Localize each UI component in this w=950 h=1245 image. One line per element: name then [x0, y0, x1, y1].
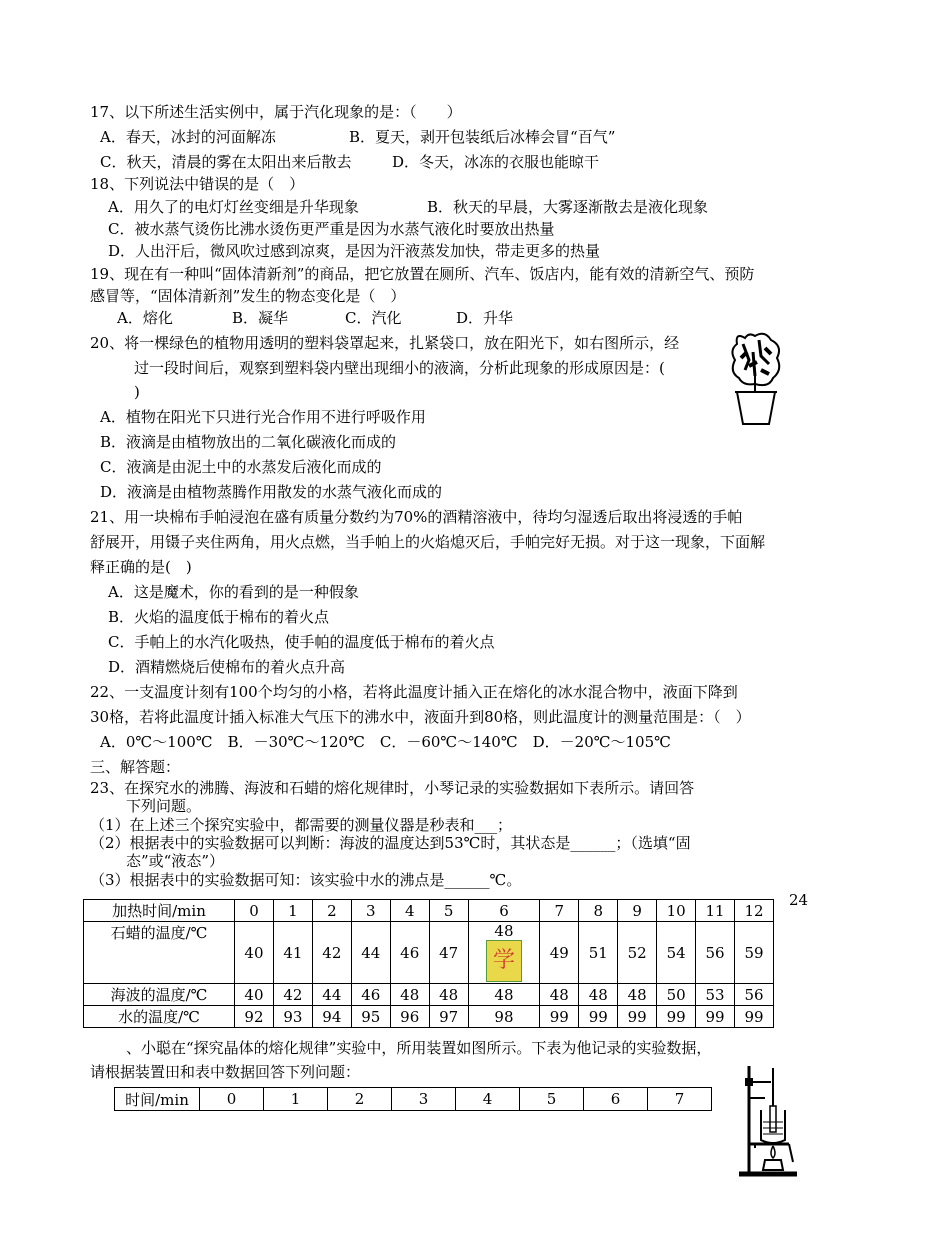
q21-option-b: B．火焰的温度低于棉布的着火点	[108, 608, 330, 626]
table-cell: 40	[235, 922, 274, 984]
table-cell: 4	[390, 900, 429, 922]
q20-line1: 20、将一棵绿色的植物用透明的塑料袋罩起来，扎紧袋口，放在阳光下，如右图所示，经	[90, 334, 680, 352]
table-cell: 48	[390, 984, 429, 1006]
q21-line1: 21、用一块棉布手帕浸泡在盛有质量分数约为70%的酒精溶液中，待均匀湿透后取出将浸透的手帕	[90, 508, 743, 526]
table-cell: 99	[657, 1006, 696, 1028]
table-cell: 99	[579, 1006, 618, 1028]
table-cell: 11	[696, 900, 735, 922]
table-cell: 48	[579, 984, 618, 1006]
table-cell: 7	[540, 900, 579, 922]
melting-time-table	[114, 1087, 712, 1111]
table-cell: 3	[392, 1088, 456, 1111]
q18-option-a: A．用久了的电灯灯丝变细是升华现象	[108, 198, 359, 216]
table-cell: 99	[540, 1006, 579, 1028]
q20-line3: )	[134, 383, 140, 401]
table-cell: 2	[312, 900, 351, 922]
table-cell: 12	[735, 900, 774, 922]
table-cell: 6	[584, 1088, 648, 1111]
table-cell: 95	[351, 1006, 390, 1028]
q23-part2a: （2）根据表中的实验数据可以判断：海波的温度达到53℃时，其状态是______；（选填“固	[90, 834, 691, 852]
row-label: 加热时间/min	[84, 900, 235, 922]
q20-option-c: C．液滴是由泥土中的水蒸发后液化而成的	[100, 458, 382, 476]
q21-option-c: C．手帕上的水汽化吸热，使手帕的温度低于棉布的着火点	[108, 633, 495, 651]
q22-options: A．0℃～100℃ B．－30℃～120℃ C．－60℃～140℃ D．－20℃～105℃	[100, 733, 671, 751]
q20-option-a: A．植物在阳光下只进行光合作用不进行呼吸作用	[100, 408, 426, 426]
table-cell: 7	[648, 1088, 712, 1111]
plant-in-bag-illustration	[725, 330, 787, 428]
table-cell: 6	[468, 900, 540, 922]
table-cell: 97	[429, 1006, 468, 1028]
q21-option-d: D．酒精燃烧后使棉布的着火点升高	[108, 658, 346, 676]
q22-line2: 30格，若将此温度计插入标准大气压下的沸水中，液面升到80格，则此温度计的测量范围是：（ ）	[90, 708, 751, 726]
table-row-hypo	[84, 984, 774, 1006]
q18-option-d: D．人出汗后，微风吹过感到凉爽，是因为汗液蒸发加快，带走更多的热量	[108, 242, 601, 260]
table-cell: 94	[312, 1006, 351, 1028]
q21-line3: 释正确的是( )	[90, 558, 192, 576]
table-cell: 41	[273, 922, 312, 984]
table-cell: 47	[429, 922, 468, 984]
q23-line2: 下列问题。	[126, 797, 202, 815]
q21-line2: 舒展开，用镊子夹住两角，用火点燃，当手帕上的火焰熄灭后，手帕完好无损。对于这一现象，下面解	[90, 533, 766, 551]
q17-option-a: A．春天，冰封的河面解冻	[100, 128, 276, 146]
table-cell: 99	[696, 1006, 735, 1028]
q19-line2: 感冒等，“固体清新剂”发生的物态变化是（ ）	[90, 287, 406, 305]
q17-option-b: B．夏天，剥开包装纸后冰棒会冒“百气”	[349, 128, 616, 146]
table-cell: 48	[618, 984, 657, 1006]
q22-line1: 22、一支温度计刻有100个均匀的小格，若将此温度计插入正在熔化的冰水混合物中，液面下降到	[90, 683, 738, 701]
table-cell: 49	[540, 922, 579, 984]
q19-line1: 19、现在有一种叫“固体清新剂”的商品，把它放置在厕所、汽车、饭店内，能有效的清新空气、预防	[90, 265, 755, 283]
experiment-data-table	[83, 899, 774, 1028]
table-cell: 48	[429, 984, 468, 1006]
table-cell: 3	[351, 900, 390, 922]
table-cell: 42	[312, 922, 351, 984]
table-cell: 50	[657, 984, 696, 1006]
table-cell: 8	[579, 900, 618, 922]
watermark-stamp: 学	[486, 940, 522, 982]
melting-apparatus-illustration	[735, 1062, 805, 1180]
table-cell: 0	[200, 1088, 264, 1111]
table-cell: 52	[618, 922, 657, 984]
table-cell: 93	[273, 1006, 312, 1028]
table-cell: 10	[657, 900, 696, 922]
table-cell: 56	[735, 984, 774, 1006]
table-cell: 46	[390, 922, 429, 984]
section-heading: 三、解答题：	[90, 758, 181, 776]
q19-option-a: A．熔化	[117, 309, 173, 327]
q18-stem: 18、下列说法中错误的是（ ）	[90, 175, 305, 193]
table-cell: 48	[468, 984, 540, 1006]
table-cell: 40	[235, 984, 274, 1006]
table-row-paraffin	[84, 922, 774, 984]
q20-option-b: B．液滴是由植物放出的二氧化碳液化而成的	[100, 433, 397, 451]
table-cell: 44	[351, 922, 390, 984]
table-cell: 53	[696, 984, 735, 1006]
q24-line1: 、小聪在“探究晶体的熔化规律”实验中，所用装置如图所示。下表为他记录的实验数据，	[126, 1039, 712, 1057]
table-cell: 56	[696, 922, 735, 984]
q19-option-c: C．汽化	[345, 309, 402, 327]
table-cell: 54	[657, 922, 696, 984]
q23-part2b: 态”或“液态”）	[126, 852, 225, 870]
table-cell: 5	[429, 900, 468, 922]
q24-number: 24	[789, 891, 809, 909]
table-cell: 0	[235, 900, 274, 922]
table-cell: 46	[351, 984, 390, 1006]
q17-stem: 17、以下所述生活实例中，属于汽化现象的是：（ ）	[90, 103, 462, 121]
table-cell: 96	[390, 1006, 429, 1028]
q23-part3: （3）根据表中的实验数据可知：该实验中水的沸点是______℃。	[90, 871, 522, 889]
row-label: 水的温度/℃	[84, 1006, 235, 1028]
table-cell: 42	[273, 984, 312, 1006]
q17-option-c: C．秋天，清晨的雾在太阳出来后散去	[100, 153, 352, 171]
q19-option-d: D．升华	[456, 309, 514, 327]
table-cell: 5	[520, 1088, 584, 1111]
q19-option-b: B．凝华	[232, 309, 289, 327]
table-cell: 59	[735, 922, 774, 984]
table-cell: 1	[264, 1088, 328, 1111]
row-label: 海波的温度/℃	[84, 984, 235, 1006]
table-cell-value: 48	[494, 922, 514, 940]
table-cell: 1	[273, 900, 312, 922]
row-label: 时间/min	[115, 1088, 200, 1111]
q20-option-d: D．液滴是由植物蒸腾作用散发的水蒸气液化而成的	[100, 483, 443, 501]
table-cell: 2	[328, 1088, 392, 1111]
q24-line2: 请根据装置田和表中数据回答下列问题：	[90, 1063, 361, 1081]
q18-option-b: B．秋天的早晨，大雾逐渐散去是液化现象	[427, 198, 709, 216]
q23-line1: 23、在探究水的沸腾、海波和石蜡的熔化规律时，小琴记录的实验数据如下表所示。请回答	[90, 779, 695, 797]
row-label: 石蜡的温度/℃	[84, 922, 235, 984]
table-cell: 99	[735, 1006, 774, 1028]
table-cell: 9	[618, 900, 657, 922]
table-cell: 92	[235, 1006, 274, 1028]
table-cell-with-stamp	[468, 922, 540, 984]
q21-option-a: A．这是魔术，你的看到的是一种假象	[108, 583, 359, 601]
q17-option-d: D．冬天，冰冻的衣服也能晾干	[392, 153, 600, 171]
table-cell: 98	[468, 1006, 540, 1028]
table-row-water	[84, 1006, 774, 1028]
table-row-time	[84, 900, 774, 922]
table-cell: 44	[312, 984, 351, 1006]
q23-part1: （1）在上述三个探究实验中，都需要的测量仪器是秒表和___；	[90, 816, 513, 834]
table-cell: 4	[456, 1088, 520, 1111]
table-cell: 99	[618, 1006, 657, 1028]
table-cell: 51	[579, 922, 618, 984]
table-row-time	[115, 1088, 712, 1111]
q20-line2: 过一段时间后，观察到塑料袋内壁出现细小的液滴，分析此现象的形成原因是：(	[134, 359, 665, 377]
q18-option-c: C．被水蒸气烫伤比沸水烫伤更严重是因为水蒸气液化时要放出热量	[108, 220, 555, 238]
table-cell: 48	[540, 984, 579, 1006]
